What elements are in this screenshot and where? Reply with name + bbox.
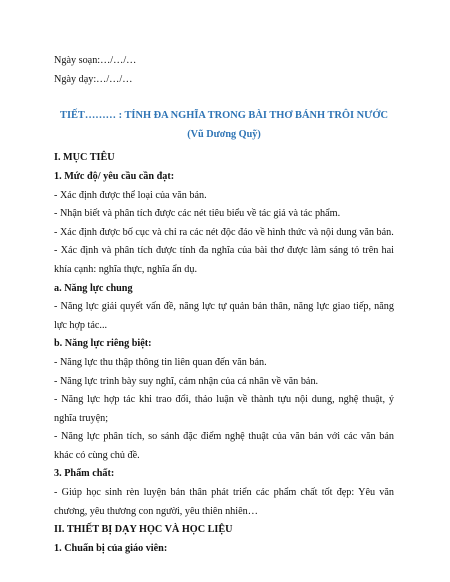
list-item: - Xác định được thể loại của văn bản. <box>54 189 207 201</box>
paragraph-general-competence: - Năng lực giải quyết vấn đề, năng lực tự quản bản thân, năng lực giao tiếp, năng lực hợp tác... <box>54 301 394 331</box>
lesson-title: TIẾT……… : TÍNH ĐA NGHĨA TRONG BÀI THƠ BÁNH TRÔI NƯỚC <box>60 110 388 122</box>
subheading-qualities: 3. Phẩm chất: <box>54 468 115 480</box>
subheading-requirements: 1. Mức độ/ yêu cầu cần đạt: <box>54 170 175 182</box>
paragraph-qualities: - Giúp học sinh rèn luyện bản thân phát triển các phẩm chất tốt đẹp: Yêu văn chương, yêu thương con người, yêu thiên nhiên… <box>54 487 394 517</box>
section-heading-objectives: I. MỤC TIÊU <box>54 152 115 164</box>
subheading-general-competence: a. Năng lực chung <box>54 282 133 294</box>
list-item: - Năng lực trình bày suy nghĩ, cảm nhận của cá nhân về văn bản. <box>54 375 319 387</box>
section-heading-equipment: II. THIẾT BỊ DẠY HỌC VÀ HỌC LIỆU <box>54 524 233 536</box>
subheading-specific-competence: b. Năng lực riêng biệt: <box>54 338 152 350</box>
list-item: - Năng lực thu thập thông tin liên quan đến văn bản. <box>54 356 267 368</box>
list-item: - Năng lực hợp tác khi trao đổi, thảo luận về thành tựu nội dung, nghệ thuật, ý nghĩa truyện; <box>54 394 394 424</box>
list-item: - Xác định được bố cục và chỉ ra các nét độc đáo về hình thức và nội dung văn bản. <box>54 226 394 238</box>
date-prepared: Ngày soạn:…/…/… <box>54 55 137 66</box>
subheading-teacher-preparation: 1. Chuẩn bị của giáo viên: <box>54 542 168 554</box>
list-item: - Nhận biết và phân tích được các nét tiêu biểu về tác giả và tác phẩm. <box>54 208 341 220</box>
list-item: - Xác định và phân tích được tính đa nghĩa của bài thơ được làm sáng tỏ trên hai khía cạnh: nghĩa thực, nghĩa ẩn dụ. <box>54 245 394 275</box>
list-item: - Năng lực phân tích, so sánh đặc điểm nghệ thuật của văn bản với các văn bản khác có cùng chủ đề. <box>54 431 394 461</box>
date-taught: Ngày dạy:…/…/… <box>54 73 133 85</box>
lesson-author: (Vũ Dương Quỹ) <box>187 128 261 140</box>
